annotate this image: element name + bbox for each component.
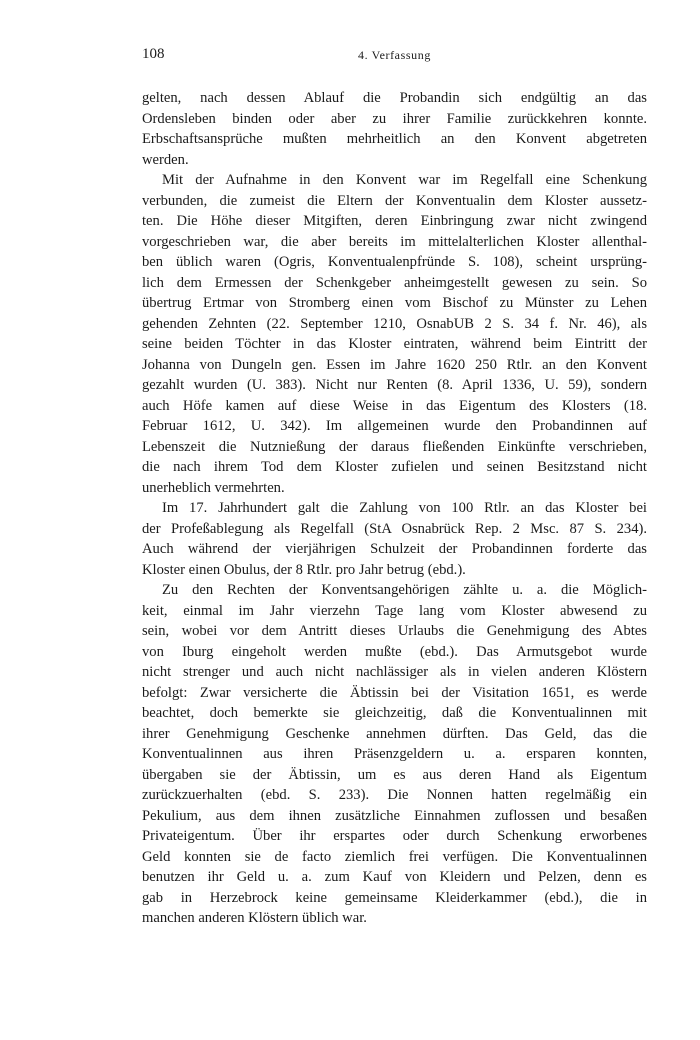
text-line: gab in Herzebrock keine gemeinsame Kleiderkammer (ebd.), die in [142,889,647,906]
text-line: Johanna von Dungeln gen. Essen im Jahre 1620 250 Rtlr. an den Konvent [142,356,647,373]
text-line: der Profeßablegung als Regelfall (StA Osnabrück Rep. 2 Msc. 87 S. 234). [142,520,647,537]
paragraph-first-line: Mit der Aufnahme in den Konvent war im Regelfall eine Schenkung [162,172,647,188]
text-line: werden. [142,151,189,168]
text-line: unerheblich vermehrten. [142,479,285,496]
text-line: Auch während der vierjährigen Schulzeit der Probandinnen forderte das [142,541,647,557]
running-head: 4. Verfassung [358,48,431,62]
text-line: lich dem Ermessen der Schenkgeber anheimgestellt gewesen zu sein. So [142,274,647,291]
paragraph-first-line: Zu den Rechten der Konventsangehörigen zählte u. a. die Möglich- [162,582,647,598]
text-line: von Iburg eingeholt werden mußte (ebd.). Das Armutsgebot wurde [142,643,647,660]
text-line: ten. Die Höhe dieser Mitgiften, deren Einbringung zwar nicht zwingend [142,213,647,229]
text-line: Erbschaftsansprüche mußten mehrheitlich an den Konvent abgetreten [142,131,647,147]
text-line: Pekulium, aus dem ihnen zusätzliche Einnahmen zuflossen und besaßen [142,807,647,824]
text-line: Kloster einen Obulus, der 8 Rtlr. pro Jahr betrug (ebd.). [142,561,466,578]
text-line: gelten, nach dessen Ablauf die Probandin sich endgültig an das [142,90,647,106]
text-line: übergaben sie der Äbtissin, um es aus deren Hand als Eigentum [142,766,647,783]
text-line: seine beiden Töchter in das Kloster eintraten, während beim Eintritt der [142,336,647,352]
paragraph-first-line: Im 17. Jahrhundert galt die Zahlung von 100 Rtlr. an das Kloster bei [162,500,647,516]
body-text [142,88,647,929]
text-line: keit, einmal im Jahr vierzehn Tage lang vom Kloster abwesend zu [142,602,647,619]
text-line: die nach ihrem Tod dem Kloster zufielen und seinen Besitzstand nicht [142,459,647,475]
text-line: befolgt: Zwar versicherte die Äbtissin bei der Visitation 1651, es werde [142,684,647,701]
text-line: Ordensleben binden oder aber zu ihrer Familie zurückkehren konnte. [142,110,647,127]
text-line: zurückzuerhalten (ebd. S. 233). Die Nonnen hatten regelmäßig ein [142,787,647,803]
page-number: 108 [142,46,165,62]
text-line: sein, wobei vor dem Antritt dieses Urlaubs die Genehmigung des Abtes [142,623,647,639]
text-line: Geld konnten sie de facto ziemlich frei verfügen. Die Konventualinnen [142,848,647,865]
text-line: beachtet, doch bemerkte sie gleichzeitig, daß die Konventualinnen mit [142,705,647,721]
text-line: manchen anderen Klöstern üblich war. [142,910,367,926]
text-line: Lebenszeit die Nutznießung der daraus fließenden Einkünfte verschrieben, [142,438,647,455]
text-line: gehenden Zehnten (22. September 1210, OsnabUB 2 S. 34 f. Nr. 46), als [142,315,647,332]
text-line: nicht strenger und auch nicht nachlässiger als in vielen anderen Klöstern [142,664,647,680]
page-header [142,46,647,66]
text-line: gezahlt wurden (U. 383). Nicht nur Renten (8. April 1336, U. 59), sondern [142,377,647,393]
text-line: Privateigentum. Über ihr erspartes oder durch Schenkung erworbenes [142,828,647,844]
text-line: auch Höfe kamen auf diese Weise in das Eigentum des Klosters (18. [142,397,647,414]
text-line: ben üblich waren (Ogris, Konventualenpfründe S. 108), scheint ursprüng- [142,254,647,270]
text-line: Februar 1612, U. 342). Im allgemeinen wurde den Probandinnen auf [142,418,647,434]
text-line: Konventualinnen aus ihren Präsenzgeldern u. a. ersparen konnten, [142,746,647,762]
text-line: übertrug Ertmar von Stromberg einen vom Bischof zu Münster zu Lehen [142,295,647,311]
text-line: benutzen ihr Geld u. a. zum Kauf von Kleidern und Pelzen, denn es [142,869,647,885]
text-line: vorgeschrieben war, die aber bereits im mittelalterlichen Kloster allenthal- [142,233,647,250]
text-line: verbunden, die zumeist die Eltern der Konventualin dem Kloster aussetz- [142,192,647,209]
text-line: ihrer Genehmigung Geschenke annehmen dürften. Das Geld, das die [142,725,647,742]
